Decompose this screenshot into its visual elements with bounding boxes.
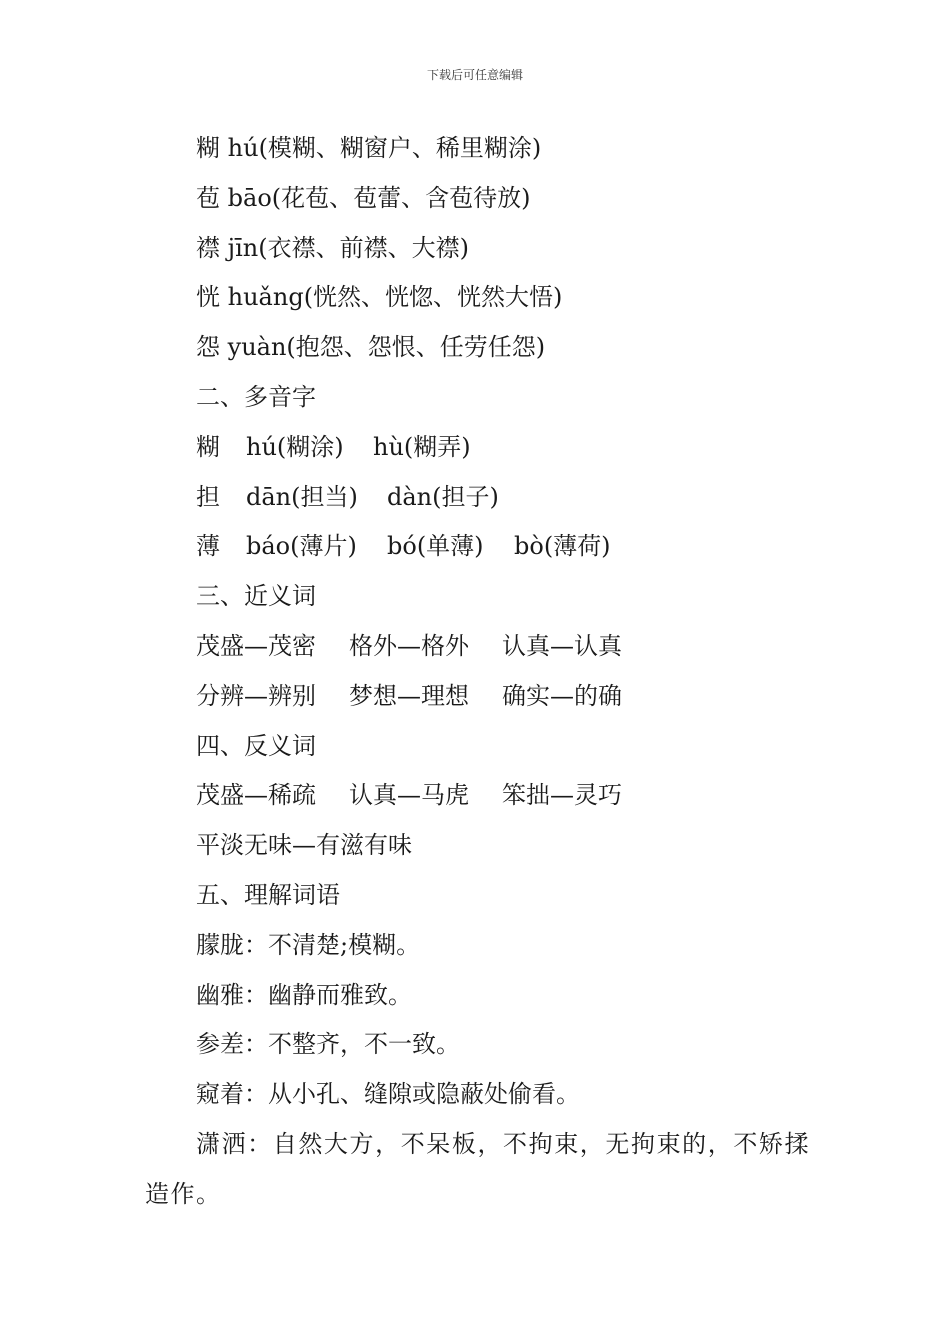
entry-char: 怨 — [196, 333, 220, 362]
entry-words: (恍然、恍惚、恍然大悟) — [303, 283, 563, 312]
entry-words: (衣襟、前襟、大襟) — [258, 233, 469, 262]
polyphone-row — [0, 473, 950, 523]
word-pair: 分辨—辨别 — [196, 681, 316, 710]
polyphone-row — [0, 423, 950, 473]
entry-words: (模糊、糊窗户、稀里糊涂) — [258, 134, 542, 162]
word-pair: 认真—认真 — [502, 631, 622, 660]
word-pair: 认真—马虎 — [349, 781, 469, 810]
entry-pinyin: jīn — [227, 233, 259, 262]
entry-char: 恍 — [196, 283, 220, 312]
pinyin-entry — [0, 224, 950, 274]
pinyin-entry — [0, 124, 950, 174]
section-heading: 四、反义词 — [196, 731, 316, 760]
word-pair: 茂盛—稀疏 — [196, 781, 316, 810]
definition-item: 朦胧：不清楚;模糊。 — [196, 930, 421, 959]
section-heading: 五、理解词语 — [196, 880, 340, 909]
entry-char: 苞 — [196, 183, 220, 212]
polyphone-char: 糊 — [196, 432, 220, 461]
synonym-row — [0, 622, 950, 672]
word-pair: 笨拙—灵巧 — [502, 781, 622, 810]
pinyin-entry — [0, 323, 950, 373]
word-pair: 确实—的确 — [502, 681, 622, 710]
section-heading: 三、近义词 — [196, 582, 316, 611]
polyphone-char: 薄 — [196, 532, 220, 561]
section-heading: 二、多音字 — [196, 382, 316, 411]
entry-pinyin: hú — [227, 134, 259, 162]
polyphone-reading: hù(糊弄) — [373, 432, 471, 461]
antonym-row — [0, 771, 950, 821]
polyphone-char: 担 — [196, 482, 220, 511]
page-header: 下载后可任意编辑 — [426, 68, 523, 82]
pinyin-entry — [0, 174, 950, 224]
polyphone-reading: bò(薄荷) — [514, 532, 611, 561]
word-pair: 茂盛—茂密 — [196, 631, 316, 660]
word-pair: 格外—格外 — [349, 631, 469, 660]
polyphone-reading: dān(担当) — [246, 482, 358, 511]
entry-pinyin: yuàn — [227, 333, 287, 362]
entry-words: (抱怨、怨恨、任劳任怨) — [286, 333, 546, 362]
pinyin-entry — [0, 273, 950, 323]
polyphone-reading: dàn(担子) — [387, 482, 499, 511]
entry-pinyin: bāo — [227, 183, 272, 212]
definition-item: 参差：不整齐，不一致。 — [196, 1030, 460, 1059]
entry-char: 襟 — [196, 233, 220, 262]
definition-item: 幽雅：幽静而雅致。 — [196, 980, 412, 1009]
word-pair: 平淡无味—有滋有味 — [196, 831, 412, 860]
entry-char: 糊 — [196, 134, 220, 162]
antonym-row — [0, 821, 950, 871]
polyphone-reading: báo(薄片) — [246, 532, 357, 561]
polyphone-row — [0, 522, 950, 572]
word-pair: 梦想—理想 — [349, 681, 469, 710]
document-body — [0, 124, 950, 1220]
synonym-row — [0, 672, 950, 722]
entry-pinyin: huǎng — [227, 283, 304, 312]
polyphone-reading: hú(糊涂) — [246, 432, 344, 461]
definition-paragraph: 潇洒：自然大方，不呆板，不拘束，无拘束的，不矫揉造作。 — [145, 1129, 810, 1208]
entry-words: (花苞、苞蕾、含苞待放) — [271, 183, 531, 212]
polyphone-reading: bó(单薄) — [387, 532, 484, 561]
definition-item: 窥着：从小孔、缝隙或隐蔽处偷看。 — [196, 1080, 580, 1109]
